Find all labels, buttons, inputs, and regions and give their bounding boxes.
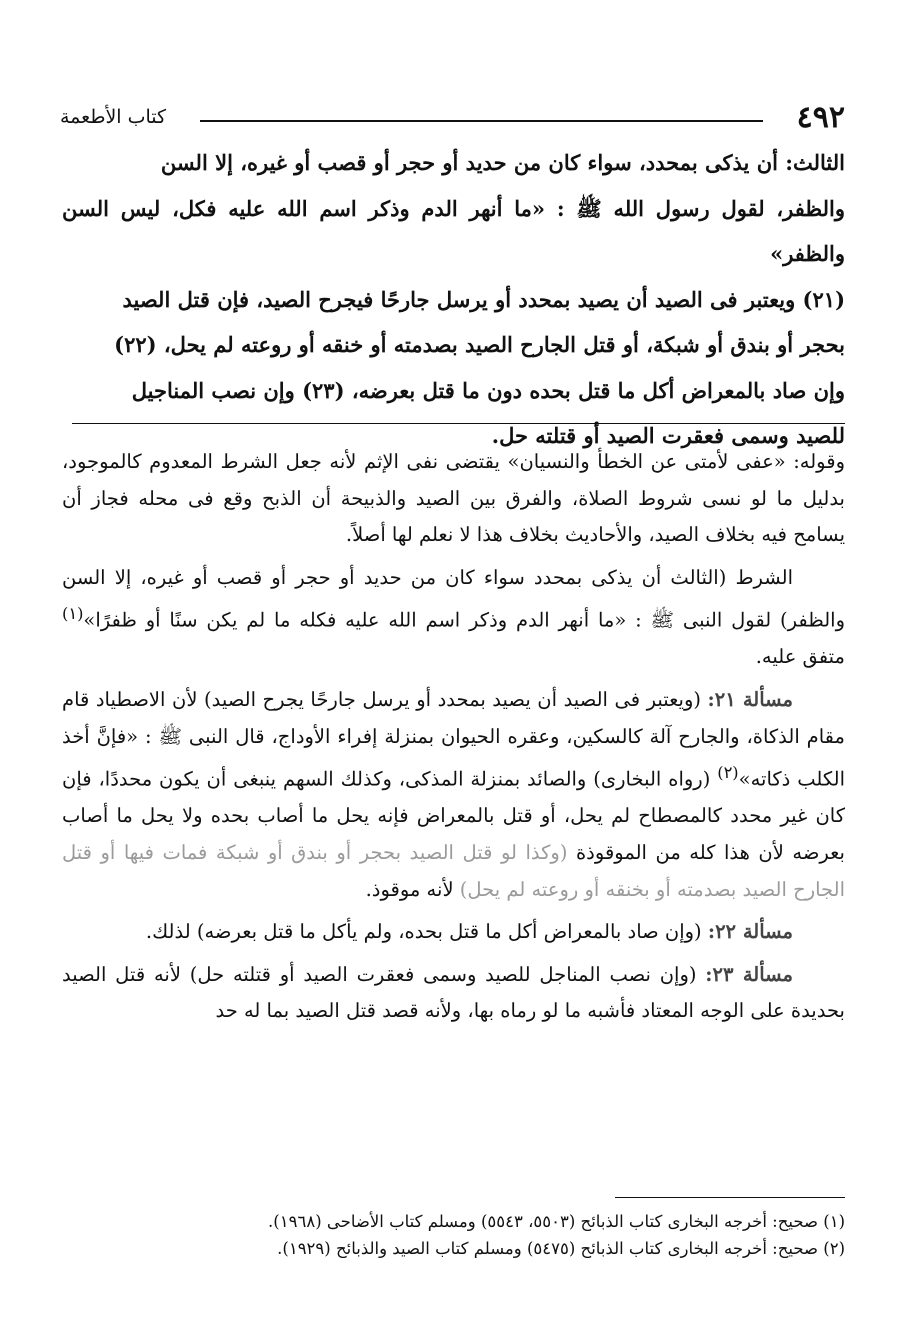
masala-label: مسألة ٢١: (707, 688, 794, 712)
commentary-text: لأن الاصطياد قام مقام الذكاة، والجارح آلة كالسكين، وعقره الحيوان بمنزلة إفراء الأوداج، قال النبى ﷺ : «فإنَّ أخذ الكلب ذكاته» (62, 688, 845, 791)
main-text-line: (٢١) ويعتبر فى الصيد أن يصيد بمحدد أو يرسل جارحًا فيجرح الصيد، فإن قتل الصيد (122, 286, 845, 312)
book-title: كتاب الأطعمة (60, 106, 167, 128)
page-header (60, 98, 845, 138)
main-text (62, 140, 845, 459)
main-text-line: الثالث: أن يذكى بمحدد، سواء كان من حديد أو حجر أو قصب أو غيره، إلا السن (160, 150, 845, 175)
footnote-ref: (١) (62, 604, 84, 624)
section-divider (72, 423, 845, 424)
commentary-paragraph: وقوله: «عفى لأمتى عن الخطأ والنسيان» يقتضى نفى الإثم لأنه جعل الشرط المعدوم كالموجود، بدليل ما لو نسى شروط الصلاة، والفرق بين الصيد والذبيحة أن الذبح وقع فى محله فجاز أن يسامح فيه بخلاف الصيد، والأحاديث بخلاف هذا لا نعلم لها أصلاً. (62, 450, 845, 547)
quoted-text: (الثالث أن يذكى بمحدد سواء كان من حديد أو حجر أو قصب أو غيره، إلا السن والظفر) لقول النبى ﷺ : «ما أنهر الدم وذكر اسم الله عليه فكله ما لم يكن سنًا أو ظفرًا» (62, 565, 845, 632)
commentary-text: لذلك. (145, 920, 197, 944)
quoted-text: (وإن صاد بالمعراض أكل ما قتل بحده، ولم يأكل ما قتل بعرضه) (196, 920, 708, 944)
quoted-text: (وإن نصب المناجل للصيد وسمى فعقرت الصيد أو قتلته حل) (189, 962, 706, 986)
masala-21 (62, 682, 845, 908)
footnote-divider (615, 1197, 845, 1198)
commentary-paragraph (62, 560, 845, 676)
masala-22 (62, 914, 845, 951)
footnotes (80, 1208, 845, 1262)
commentary-text: لأنه موقوذ. (365, 877, 460, 901)
commentary-text: متفق عليه. (755, 645, 845, 669)
masala-label: مسألة ٢٢: (707, 920, 793, 944)
masala-label: مسألة ٢٣: (705, 962, 793, 986)
page-number: ٤٩٢ (796, 100, 845, 135)
commentary-text: (رواه البخارى) والصائد بمنزلة المذكى، وكذلك السهم ينبغى أن يكون محددًا، فإن كان غير محدد كالمصطاح لم يحل، أو قتل بالمعراض فإنه يحل ما أصاب بحده ولا يحل ما أصاب بعرضه لأن هذا كله من الموقوذة (62, 767, 845, 864)
footnote: (١) صحيح: أخرجه البخارى كتاب الذبائح (٥٥٠٣، ٥٥٤٣) ومسلم كتاب الأضاحى (١٩٦٨). (268, 1212, 845, 1231)
condition-lead: الشرط (735, 565, 793, 589)
masala-23 (62, 957, 845, 1030)
commentary-text: لأنه قتل الصيد بحديدة على الوجه المعتاد فأشبه ما لو رماه بها، ولأنه قصد قتل الصيد بما له حد (62, 962, 845, 1023)
footnote: (٢) صحيح: أخرجه البخارى كتاب الذبائح (٥٤٧٥) ومسلم كتاب الصيد والذبائح (١٩٢٩). (277, 1239, 845, 1258)
quoted-text: (وكذا لو قتل الصيد بحجر أو بندق أو شبكة فمات فيها أو قتل الجارح الصيد بصدمته أو بخنقه أو روعته لم يحل) (62, 840, 845, 901)
main-text-line: والظفر، لقول رسول الله ﷺ : «ما أنهر الدم وذكر اسم الله عليه فكل، ليس السن والظفر» (62, 195, 845, 266)
main-text-line: للصيد وسمى فعقرت الصيد أو قتلته حل. (491, 423, 845, 448)
main-text-line: بحجر أو بندق أو شبكة، أو قتل الجارح الصيد بصدمته أو خنقه أو روعته لم يحل، (٢٢) (114, 332, 845, 357)
quoted-text: (ويعتبر فى الصيد أن يصيد بمحدد أو يرسل جارحًا يجرح الصيد) (204, 688, 708, 712)
commentary (62, 444, 845, 1030)
header-rule (200, 120, 763, 122)
main-text-line: وإن صاد بالمعراض أكل ما قتل بحده دون ما قتل بعرضه، (٢٣) وإن نصب المناجيل (131, 377, 845, 403)
footnote-ref: (٢) (717, 763, 739, 783)
